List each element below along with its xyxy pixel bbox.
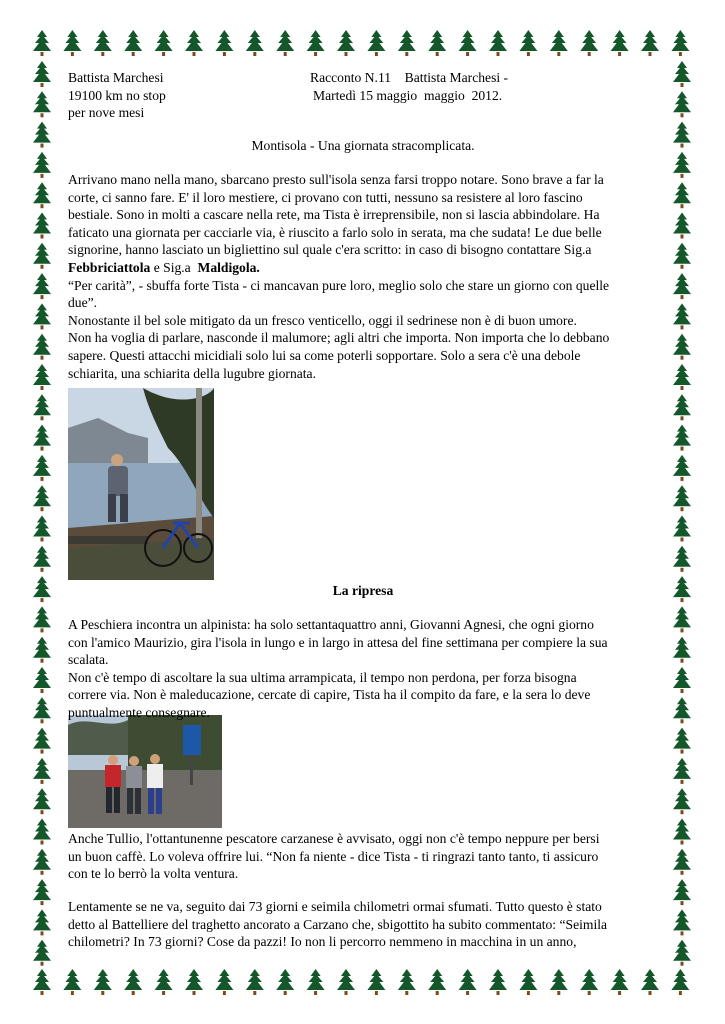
- text-line: correre via. Non è maleducazione, cercate di capire, Tista ha il compito da fare, e la sera lo deve: [68, 687, 591, 703]
- text-line: con te lo berrò la volta ventura.: [68, 866, 239, 882]
- lake-photo-man-with-bicycle: [68, 388, 214, 580]
- text-line: detto al Battelliere del traghetto ancorato a Carzano che, sbigottito ha subito commentato: “Seimila: [68, 916, 608, 932]
- tree-icon: [459, 969, 477, 995]
- story-title: Montisola - Una giornata stracomplicata.: [251, 138, 475, 153]
- tree-icon: [33, 485, 51, 511]
- header-story-block: [310, 69, 670, 104]
- text-line: Nonostante il bel sole mitigato da un fresco venticello, oggi il sedrinese non è di buon umore.: [68, 312, 577, 328]
- tree-icon: [428, 969, 446, 995]
- tree-icon: [33, 849, 51, 875]
- tree-icon: [673, 213, 691, 239]
- text-line: sapere. Questi attacchi micidiali solo lui sa come poterli sopportare. Solo a sera c'è una debole: [68, 347, 581, 363]
- tree-icon: [673, 243, 691, 269]
- header-distance: 19100 km no stop: [68, 87, 166, 103]
- tree-icon: [673, 576, 691, 602]
- tree-icon: [519, 30, 537, 56]
- tree-icon: [94, 30, 112, 56]
- text-line: Anche Tullio, l'ottantunenne pescatore carzanese è avvisato, oggi non c'è tempo neppure per bersi: [68, 831, 600, 846]
- header-author-block: [68, 69, 268, 122]
- tree-icon: [215, 969, 233, 995]
- tree-icon: [671, 969, 689, 995]
- tree-icon: [673, 122, 691, 148]
- section-2-text-ending: [68, 898, 658, 951]
- text-line: bestiale. Sono in molti a cascare nella rete, ma Tista è irreprensibile, non si lascia abbindolare. Ha: [68, 207, 600, 223]
- tree-icon: [337, 30, 355, 56]
- tree-icon: [33, 667, 51, 693]
- tree-icon: [673, 879, 691, 905]
- tree-icon: [33, 303, 51, 329]
- tree-icon: [673, 455, 691, 481]
- paragraph: [68, 669, 658, 722]
- tree-icon: [671, 30, 689, 56]
- text-line: Arrivano mano nella mano, sbarcano presto sull'isola senza farsi troppo notare. Sono brave a far la: [68, 172, 604, 187]
- tree-icon: [398, 30, 416, 56]
- tree-icon: [33, 122, 51, 148]
- tree-icon: [398, 969, 416, 995]
- tree-icon: [641, 30, 659, 56]
- tree-icon: [673, 728, 691, 754]
- text-line: puntualmente consegnare.: [68, 704, 210, 720]
- tree-icon: [307, 30, 325, 56]
- tree-icon: [611, 969, 629, 995]
- text-line: schiarita, una schiarita della lugubre giornata.: [68, 365, 316, 381]
- tree-icon: [63, 30, 81, 56]
- tree-icon: [580, 969, 598, 995]
- tree-icon: [673, 182, 691, 208]
- tree-icon: [33, 637, 51, 663]
- tree-icon: [33, 425, 51, 451]
- tree-icon: [673, 940, 691, 966]
- tree-icon: [246, 30, 264, 56]
- tree-icon: [33, 455, 51, 481]
- tree-icon: [33, 940, 51, 966]
- tree-icon: [33, 819, 51, 845]
- tree-icon: [673, 394, 691, 420]
- text-line: “Per carità”, - sbuffa forte Tista - ci mancavan pure loro, meglio solo che stare un giorno con quelle: [68, 277, 610, 293]
- tree-icon: [337, 969, 355, 995]
- tree-icon: [33, 879, 51, 905]
- tree-icon: [33, 728, 51, 754]
- tree-icon: [519, 969, 537, 995]
- section-1-text: [68, 171, 658, 382]
- text-line: corte, ci sanno fare. E' il loro mestiere, ci provano con tutti, nessuno sa resistere al loro fascino: [68, 189, 583, 205]
- tree-icon: [33, 394, 51, 420]
- tree-icon: [185, 969, 203, 995]
- tree-icon: [33, 909, 51, 935]
- tree-icon: [155, 969, 173, 995]
- text-line: Non c'è tempo di ascoltare la sua ultima arrampicata, il tempo non perdona, per forza bisogna: [68, 669, 577, 685]
- tree-icon: [124, 969, 142, 995]
- tree-icon: [489, 30, 507, 56]
- header-duration: per nove mesi: [68, 105, 145, 121]
- tree-icon: [33, 546, 51, 572]
- tree-icon: [155, 30, 173, 56]
- tree-icon: [33, 697, 51, 723]
- tree-icon: [33, 364, 51, 390]
- text-line: un buon caffè. Lo voleva offrire lui. “Non fa niente - dice Tista - ti ringrazi tanto tanto, ti assicuro: [68, 848, 599, 864]
- tree-icon: [246, 969, 264, 995]
- tree-icon: [33, 91, 51, 117]
- tree-icon: [673, 273, 691, 299]
- text-line: chilometri? In 73 giorni? Cose da pazzi! Io non li percorro nemmeno in macchina in un anno,: [68, 934, 577, 950]
- tree-icon: [276, 969, 294, 995]
- tree-icon: [673, 697, 691, 723]
- tree-icon: [550, 969, 568, 995]
- tree-icon: [367, 969, 385, 995]
- text-line: Non ha voglia di parlare, nasconde il malumore; agli altri che importa. Non importa che lo debbano: [68, 330, 610, 346]
- tree-icon: [33, 576, 51, 602]
- text-line: faticato una giornata per cacciarle via, è riuscito a farlo solo in serata, ma che sudata! Le due belle: [68, 224, 602, 240]
- tree-icon: [33, 61, 51, 87]
- tree-icon: [673, 667, 691, 693]
- text-line: [68, 259, 658, 277]
- tree-icon: [673, 819, 691, 845]
- tree-icon: [673, 425, 691, 451]
- tree-icon: [185, 30, 203, 56]
- tree-icon: [33, 788, 51, 814]
- tree-icon: [307, 969, 325, 995]
- tree-icon: [367, 30, 385, 56]
- tree-icon: [124, 30, 142, 56]
- tree-icon: [673, 606, 691, 632]
- name-maldigola: Maldigola.: [197, 259, 260, 275]
- paragraph: [68, 171, 658, 277]
- tree-icon: [489, 969, 507, 995]
- tree-icon: [673, 364, 691, 390]
- tree-icon: [673, 788, 691, 814]
- tree-icon: [33, 213, 51, 239]
- tree-icon: [673, 849, 691, 875]
- header-author-name: Battista Marchesi: [68, 70, 164, 85]
- tree-icon: [33, 516, 51, 542]
- tree-icon: [33, 30, 51, 56]
- tree-icon: [33, 182, 51, 208]
- group-photo-three-men: [68, 715, 222, 828]
- tree-icon: [459, 30, 477, 56]
- tree-icon: [673, 303, 691, 329]
- section-heading-la-ripresa: La ripresa: [332, 583, 394, 598]
- tree-icon: [215, 30, 233, 56]
- text-line: con l'amico Maurizio, gira l'isola in lungo e in largo in attesa del fine settimana per compiere la sua: [68, 634, 608, 650]
- tree-icon: [673, 152, 691, 178]
- tree-icon: [33, 969, 51, 995]
- tree-icon: [33, 606, 51, 632]
- tree-icon: [673, 909, 691, 935]
- text-line: A Peschiera incontra un alpinista: ha solo settantaquattro anni, Giovanni Agnesi, che ogni giorno: [68, 617, 594, 632]
- tree-icon: [33, 273, 51, 299]
- tree-icon: [276, 30, 294, 56]
- tree-icon: [33, 152, 51, 178]
- tree-icon: [33, 334, 51, 360]
- tree-icon: [673, 546, 691, 572]
- text-line: Lentamente se ne va, seguito dai 73 giorni e seimila chilometri ormai sfumati. Tutto questo è stato: [68, 899, 602, 914]
- tree-icon: [673, 61, 691, 87]
- tree-icon: [673, 637, 691, 663]
- paragraph: [68, 616, 658, 669]
- tree-icon: [580, 30, 598, 56]
- section-2-text-tullio: [68, 830, 658, 883]
- text-line: due”.: [68, 295, 98, 311]
- tree-icon: [673, 485, 691, 511]
- text-fragment: e Sig.a: [150, 259, 198, 275]
- tree-icon: [673, 91, 691, 117]
- tree-icon: [673, 516, 691, 542]
- header-story-number: Racconto N.11 Battista Marchesi -: [310, 70, 509, 85]
- name-febbriciattola: Febbriciattola: [68, 259, 151, 275]
- tree-icon: [94, 969, 112, 995]
- tree-icon: [673, 334, 691, 360]
- tree-icon: [611, 30, 629, 56]
- paragraph: [68, 277, 658, 312]
- tree-icon: [33, 758, 51, 784]
- text-line: scalata.: [68, 652, 109, 668]
- tree-icon: [550, 30, 568, 56]
- text-line: signorine, hanno lasciato un bigliettino sul quale c'era scritto: in caso di bisogno contattare Sig.a: [68, 242, 592, 258]
- paragraph: [68, 312, 658, 382]
- tree-icon: [641, 969, 659, 995]
- tree-icon: [63, 969, 81, 995]
- header-date: Martedì 15 maggio maggio 2012.: [313, 87, 503, 103]
- tree-icon: [428, 30, 446, 56]
- section-2-text: [68, 616, 658, 722]
- tree-icon: [673, 758, 691, 784]
- tree-icon: [33, 243, 51, 269]
